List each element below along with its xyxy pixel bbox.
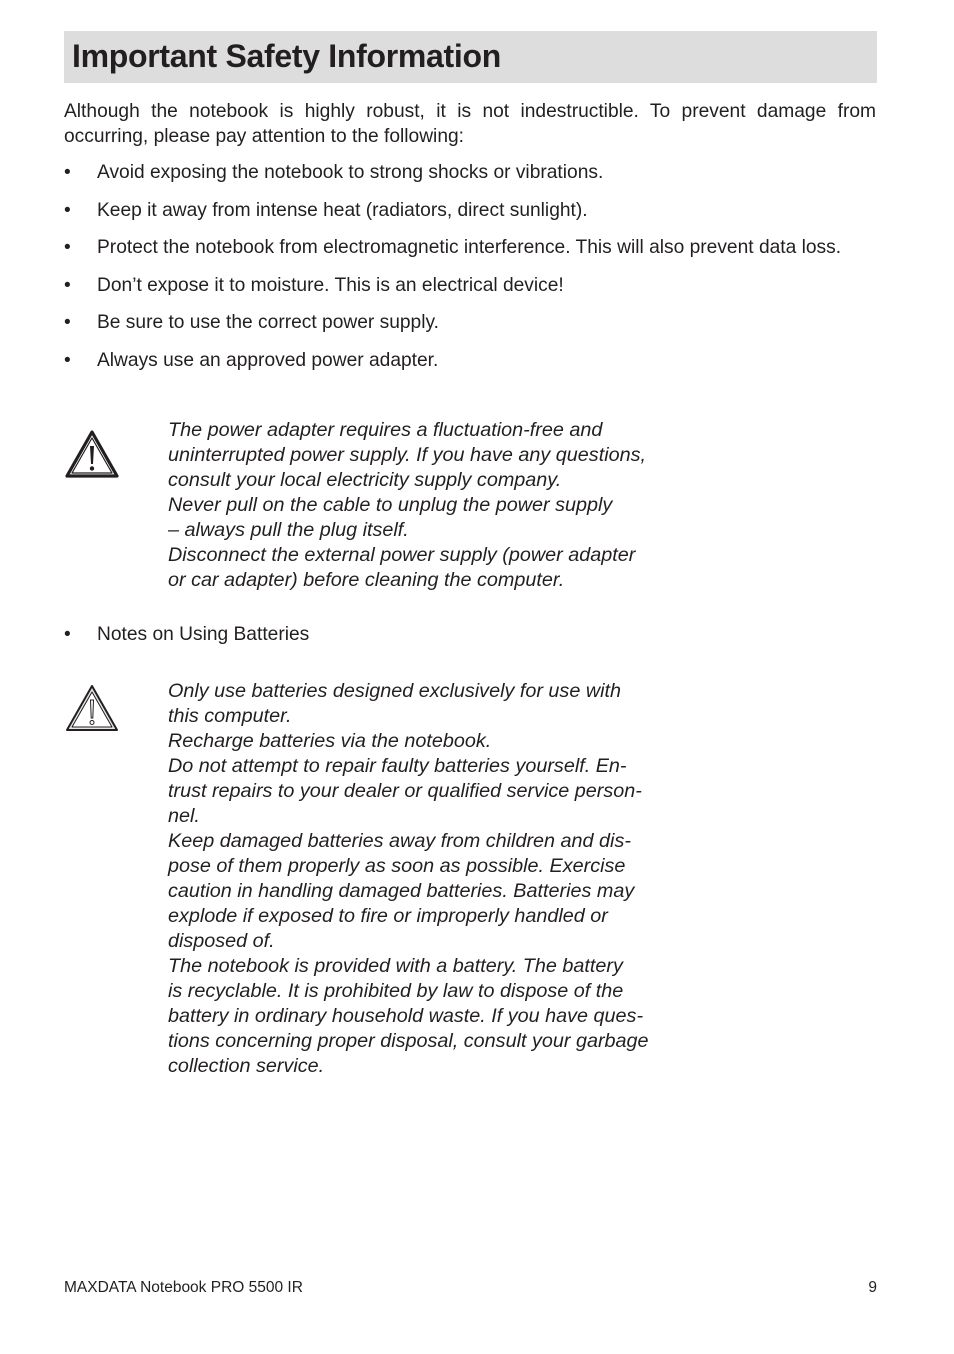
warning-paragraph: Recharge batteries via the notebook. (168, 730, 492, 752)
list-item (64, 235, 876, 260)
warning-paragraph: The notebook is provided with a battery. The battery is recyclable. It is prohibited by law to dispose of the battery in ordinary household waste. If you have ques- tions concerning proper disposal, consult your garbage collection service. (168, 955, 649, 1077)
list-item (64, 310, 876, 335)
list-item (64, 622, 309, 647)
list-item-text: Protect the notebook from electromagnetic interference. This will also prevent data loss. (97, 237, 842, 258)
list-item (64, 160, 876, 185)
intro-paragraph: Although the notebook is highly robust, it is not indestructible. To prevent damage from occurring, please pay attention to the following: (64, 101, 876, 147)
warning-text (168, 418, 728, 593)
list-item-text: Notes on Using Batteries (97, 624, 310, 645)
list-item-text: Don’t expose it to moisture. This is an electrical device! (97, 274, 564, 296)
list-item-text: Always use an approved power adapter. (97, 349, 439, 371)
list-item (64, 348, 876, 373)
list-item-text: Avoid exposing the notebook to strong shocks or vibrations. (97, 162, 604, 183)
bullet-icon: • (64, 312, 71, 333)
bullet-icon: • (64, 199, 71, 221)
battery-warning (64, 679, 876, 1084)
warning-paragraph: Only use batteries designed exclusively for use with this computer. (168, 680, 621, 727)
warning-paragraph: Disconnect the external power supply (power adapter or car adapter) before cleaning the computer. (168, 544, 636, 591)
safety-bullet-list (64, 160, 876, 385)
warning-triangle-icon (64, 683, 120, 733)
page-title: Important Safety Information (72, 38, 501, 74)
bullet-icon: • (64, 624, 71, 645)
warning-text (168, 679, 728, 1079)
list-item (64, 273, 876, 298)
warning-paragraph: Keep damaged batteries away from children and dis- pose of them properly as soon as possible. Exercise caution in handling damaged batteries. Batteries may explode if exposed to fire or improperly handled or disposed of. (168, 830, 635, 952)
warning-paragraph: The power adapter requires a fluctuation-free and uninterrupted power supply. If you have any questions, consult your local electricity supply company. (168, 419, 646, 491)
footer-product-name: MAXDATA Notebook PRO 5500 IR (64, 1279, 303, 1296)
list-item-text: Be sure to use the correct power supply. (97, 312, 439, 333)
warning-paragraph: Never pull on the cable to unplug the power supply – always pull the plug itself. (168, 494, 613, 541)
power-supply-warning (64, 418, 876, 598)
warning-paragraph: Do not attempt to repair faulty batteries yourself. En- trust repairs to your dealer or qualified service person- nel. (168, 755, 642, 827)
list-item-text: Keep it away from intense heat (radiators, direct sunlight). (97, 199, 588, 221)
bullet-icon: • (64, 349, 71, 371)
heading-bar (64, 31, 877, 83)
bullet-icon: • (64, 274, 71, 296)
list-item (64, 198, 876, 223)
bullet-icon: • (64, 237, 71, 258)
bullet-icon: • (64, 162, 71, 183)
warning-triangle-icon (64, 429, 120, 479)
page-number: 9 (868, 1279, 877, 1296)
